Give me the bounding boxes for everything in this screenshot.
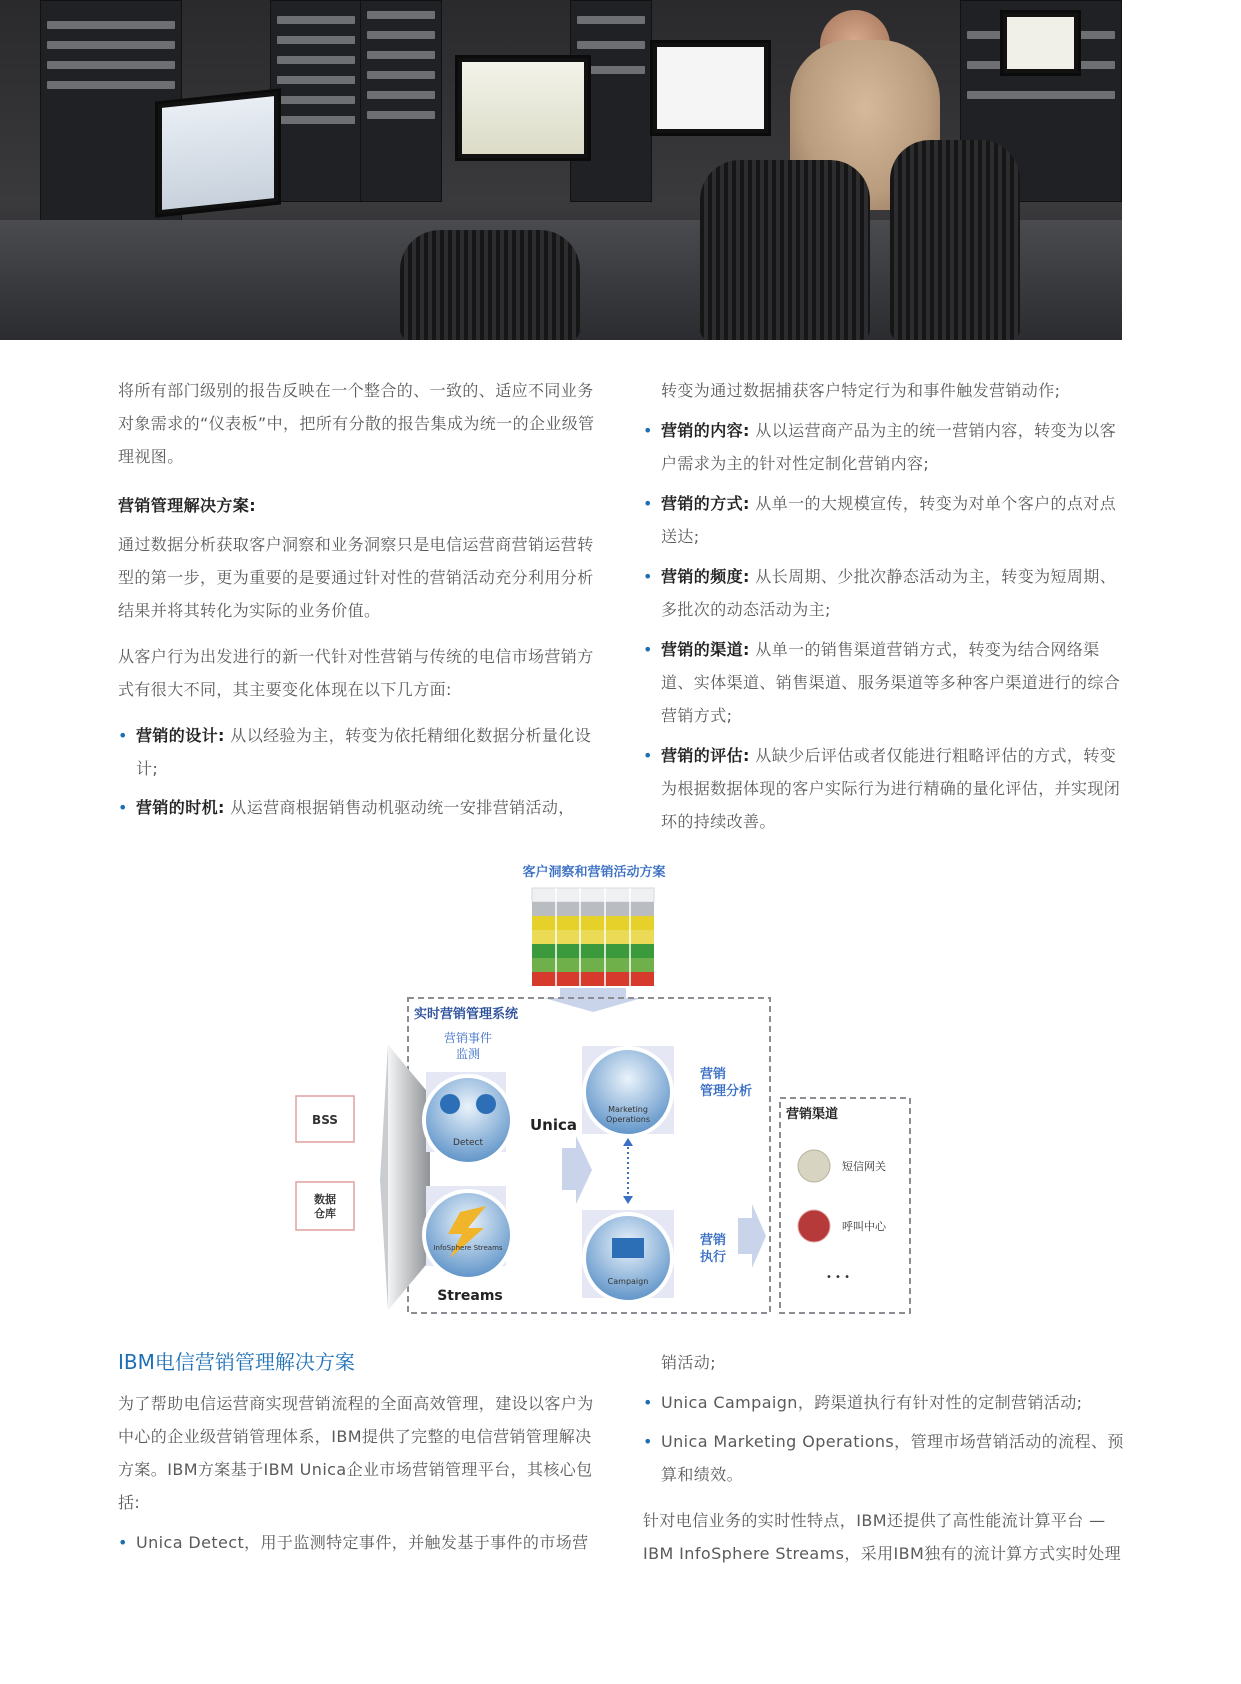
detect-icon xyxy=(424,1076,512,1164)
bullet-label: 营销的设计: xyxy=(136,726,225,745)
bullet-item xyxy=(118,1526,598,1559)
office-chair xyxy=(700,160,870,340)
right-column-top xyxy=(643,374,1125,838)
execution-line1: 营销 xyxy=(700,1233,727,1248)
bullet-dot: • xyxy=(118,798,128,817)
bullet-label: 营销的方式: xyxy=(661,494,750,513)
bullet-dot: • xyxy=(118,1533,128,1552)
bullet-text: 从缺少后评估或者仅能进行粗略评估的方式，转变为根据数据体现的客户实际行为进行精确的量化评估，并实现闭环的持续改善。 xyxy=(661,746,1121,831)
bullet-dot: • xyxy=(643,421,653,440)
right-arrow xyxy=(738,1204,766,1268)
channel-call: 呼叫中心 xyxy=(842,1220,886,1233)
warehouse-line1: 数据 xyxy=(314,1193,336,1206)
down-arrow xyxy=(544,988,642,1012)
bullet-label: 营销的内容: xyxy=(661,421,750,440)
left-column-bottom xyxy=(118,1346,598,1559)
marketing-system-diagram xyxy=(290,860,950,1330)
bullet-item xyxy=(118,719,598,785)
top-title: 客户洞察和营销活动方案 xyxy=(522,865,666,880)
bullet-dot: • xyxy=(118,726,128,745)
bullet-item xyxy=(643,1386,1125,1419)
bullet-dot: • xyxy=(643,746,653,765)
warehouse-box xyxy=(296,1182,354,1230)
marketing-ops-label-2: Operations xyxy=(606,1115,650,1124)
monitor xyxy=(155,88,281,217)
office-chair xyxy=(400,230,580,340)
bullet-dot: • xyxy=(643,1432,653,1451)
paragraph: 针对电信业务的实时性特点，IBM还提供了高性能流计算平台 — IBM InfoSphere Streams，采用IBM独有的流计算方式实时处理 xyxy=(643,1511,1122,1563)
bullet-dot: • xyxy=(643,494,653,513)
paragraph: 从客户行为出发进行的新一代针对性营销与传统的电信市场营销方式有很大不同，其主要变化体现在以下几方面: xyxy=(118,647,594,699)
bullet-text: 从单一的销售渠道营销方式，转变为结合网络渠道、实体渠道、销售渠道、服务渠道等多种客户渠道进行的综合营销方式; xyxy=(661,640,1121,725)
bullet-dot: • xyxy=(643,640,653,659)
bullet-label: 营销的渠道: xyxy=(661,640,750,659)
paragraph: 通过数据分析获取客户洞察和业务洞察只是电信运营商营销运营转型的第一步，更为重要的是要通过针对性的营销活动充分利用分析结果并将其转化为实际的业务价值。 xyxy=(118,535,594,620)
warehouse-line2: 仓库 xyxy=(314,1207,336,1220)
left-column-top xyxy=(118,374,598,824)
bullet-label: 营销的评估: xyxy=(661,746,750,765)
office-chair xyxy=(890,140,1020,340)
event-monitor-line1: 营销事件 xyxy=(443,1031,493,1045)
bullet-text: Unica Marketing Operations，管理市场营销活动的流程、预算和绩效。 xyxy=(661,1432,1124,1484)
paragraph: 为了帮助电信运营商实现营销流程的全面高效管理，建设以客户为中心的企业级营销管理体系，IBM提供了完整的电信营销管理解决方案。IBM方案基于IBM Unica企业市场营销管理平台，其核心包括: xyxy=(118,1394,594,1512)
bullet-item xyxy=(643,739,1125,838)
bullet-text: 从单一的大规模宣传，转变为对单个客户的点对点送达; xyxy=(661,494,1117,546)
bullet-item xyxy=(643,414,1125,480)
event-monitor-line2: 监测 xyxy=(455,1047,481,1061)
solution-heading: IBM电信营销管理解决方案 xyxy=(118,1350,355,1374)
bullet-item xyxy=(118,791,598,824)
equipment-rack xyxy=(270,0,362,202)
streams-label: Streams xyxy=(437,1288,503,1304)
call-center-icon xyxy=(798,1210,830,1242)
continuation-text: 转变为通过数据捕获客户特定行为和事件触发营销动作; xyxy=(661,381,1061,400)
right-column-bottom xyxy=(643,1346,1125,1570)
analysis-line1: 营销 xyxy=(700,1067,727,1082)
bullet-text: 从以经验为主，转变为依托精细化数据分析量化设计; xyxy=(136,726,592,778)
channel-sms: 短信网关 xyxy=(842,1160,886,1173)
streams-logo-text: InfoSphere Streams xyxy=(433,1244,503,1252)
channels-title: 营销渠道 xyxy=(786,1107,839,1122)
analysis-line2: 管理分析 xyxy=(700,1084,753,1099)
bullet-text: Unica Campaign，跨渠道执行有针对性的定制营销活动; xyxy=(661,1393,1083,1412)
continuation-text: 销活动; xyxy=(661,1353,716,1372)
monitor xyxy=(650,40,771,136)
bullet-label: 营销的时机: xyxy=(136,798,225,817)
monitor xyxy=(1000,10,1081,76)
bullet-item xyxy=(643,487,1125,553)
bullet-text: Unica Detect，用于监测特定事件，并触发基于事件的市场营 xyxy=(136,1533,589,1552)
campaign-label: Campaign xyxy=(607,1277,649,1286)
bullet-text: 从运营商根据销售动机驱动统一安排营销活动， xyxy=(224,798,575,817)
unica-label: Unica xyxy=(530,1116,578,1134)
bullet-dot: • xyxy=(643,1393,653,1412)
monitor xyxy=(455,55,591,161)
equipment-rack xyxy=(360,0,442,202)
intro-paragraph: 将所有部门级别的报告反映在一个整合的、一致的、适应不同业务对象需求的“仪表板”中，把所有分散的报告集成为统一的企业级管理视图。 xyxy=(118,381,595,466)
marketing-ops-label-1: Marketing xyxy=(608,1105,648,1114)
bullet-text: 从长周期、少批次静态活动为主，转变为短周期、多批次的动态活动为主; xyxy=(661,567,1117,619)
system-title: 实时营销管理系统 xyxy=(414,1007,519,1022)
bullet-text: 从以运营商产品为主的统一营销内容，转变为以客户需求为主的针对性定制化营销内容; xyxy=(661,421,1117,473)
control-room-photo xyxy=(0,0,1122,340)
bullet-dot: • xyxy=(643,567,653,586)
right-arrow xyxy=(562,1136,592,1204)
bullet-item xyxy=(643,633,1125,732)
bullet-item xyxy=(643,1425,1125,1491)
detect-label: Detect xyxy=(452,1138,484,1148)
bss-label: BSS xyxy=(312,1113,338,1127)
execution-line2: 执行 xyxy=(700,1250,727,1265)
section-heading: 营销管理解决方案: xyxy=(118,496,256,515)
bullet-label: 营销的频度: xyxy=(661,567,750,586)
bullet-item xyxy=(643,560,1125,626)
sms-gateway-icon xyxy=(798,1150,830,1182)
dashboard-table xyxy=(532,888,654,986)
ellipsis: • • • xyxy=(825,1272,851,1283)
